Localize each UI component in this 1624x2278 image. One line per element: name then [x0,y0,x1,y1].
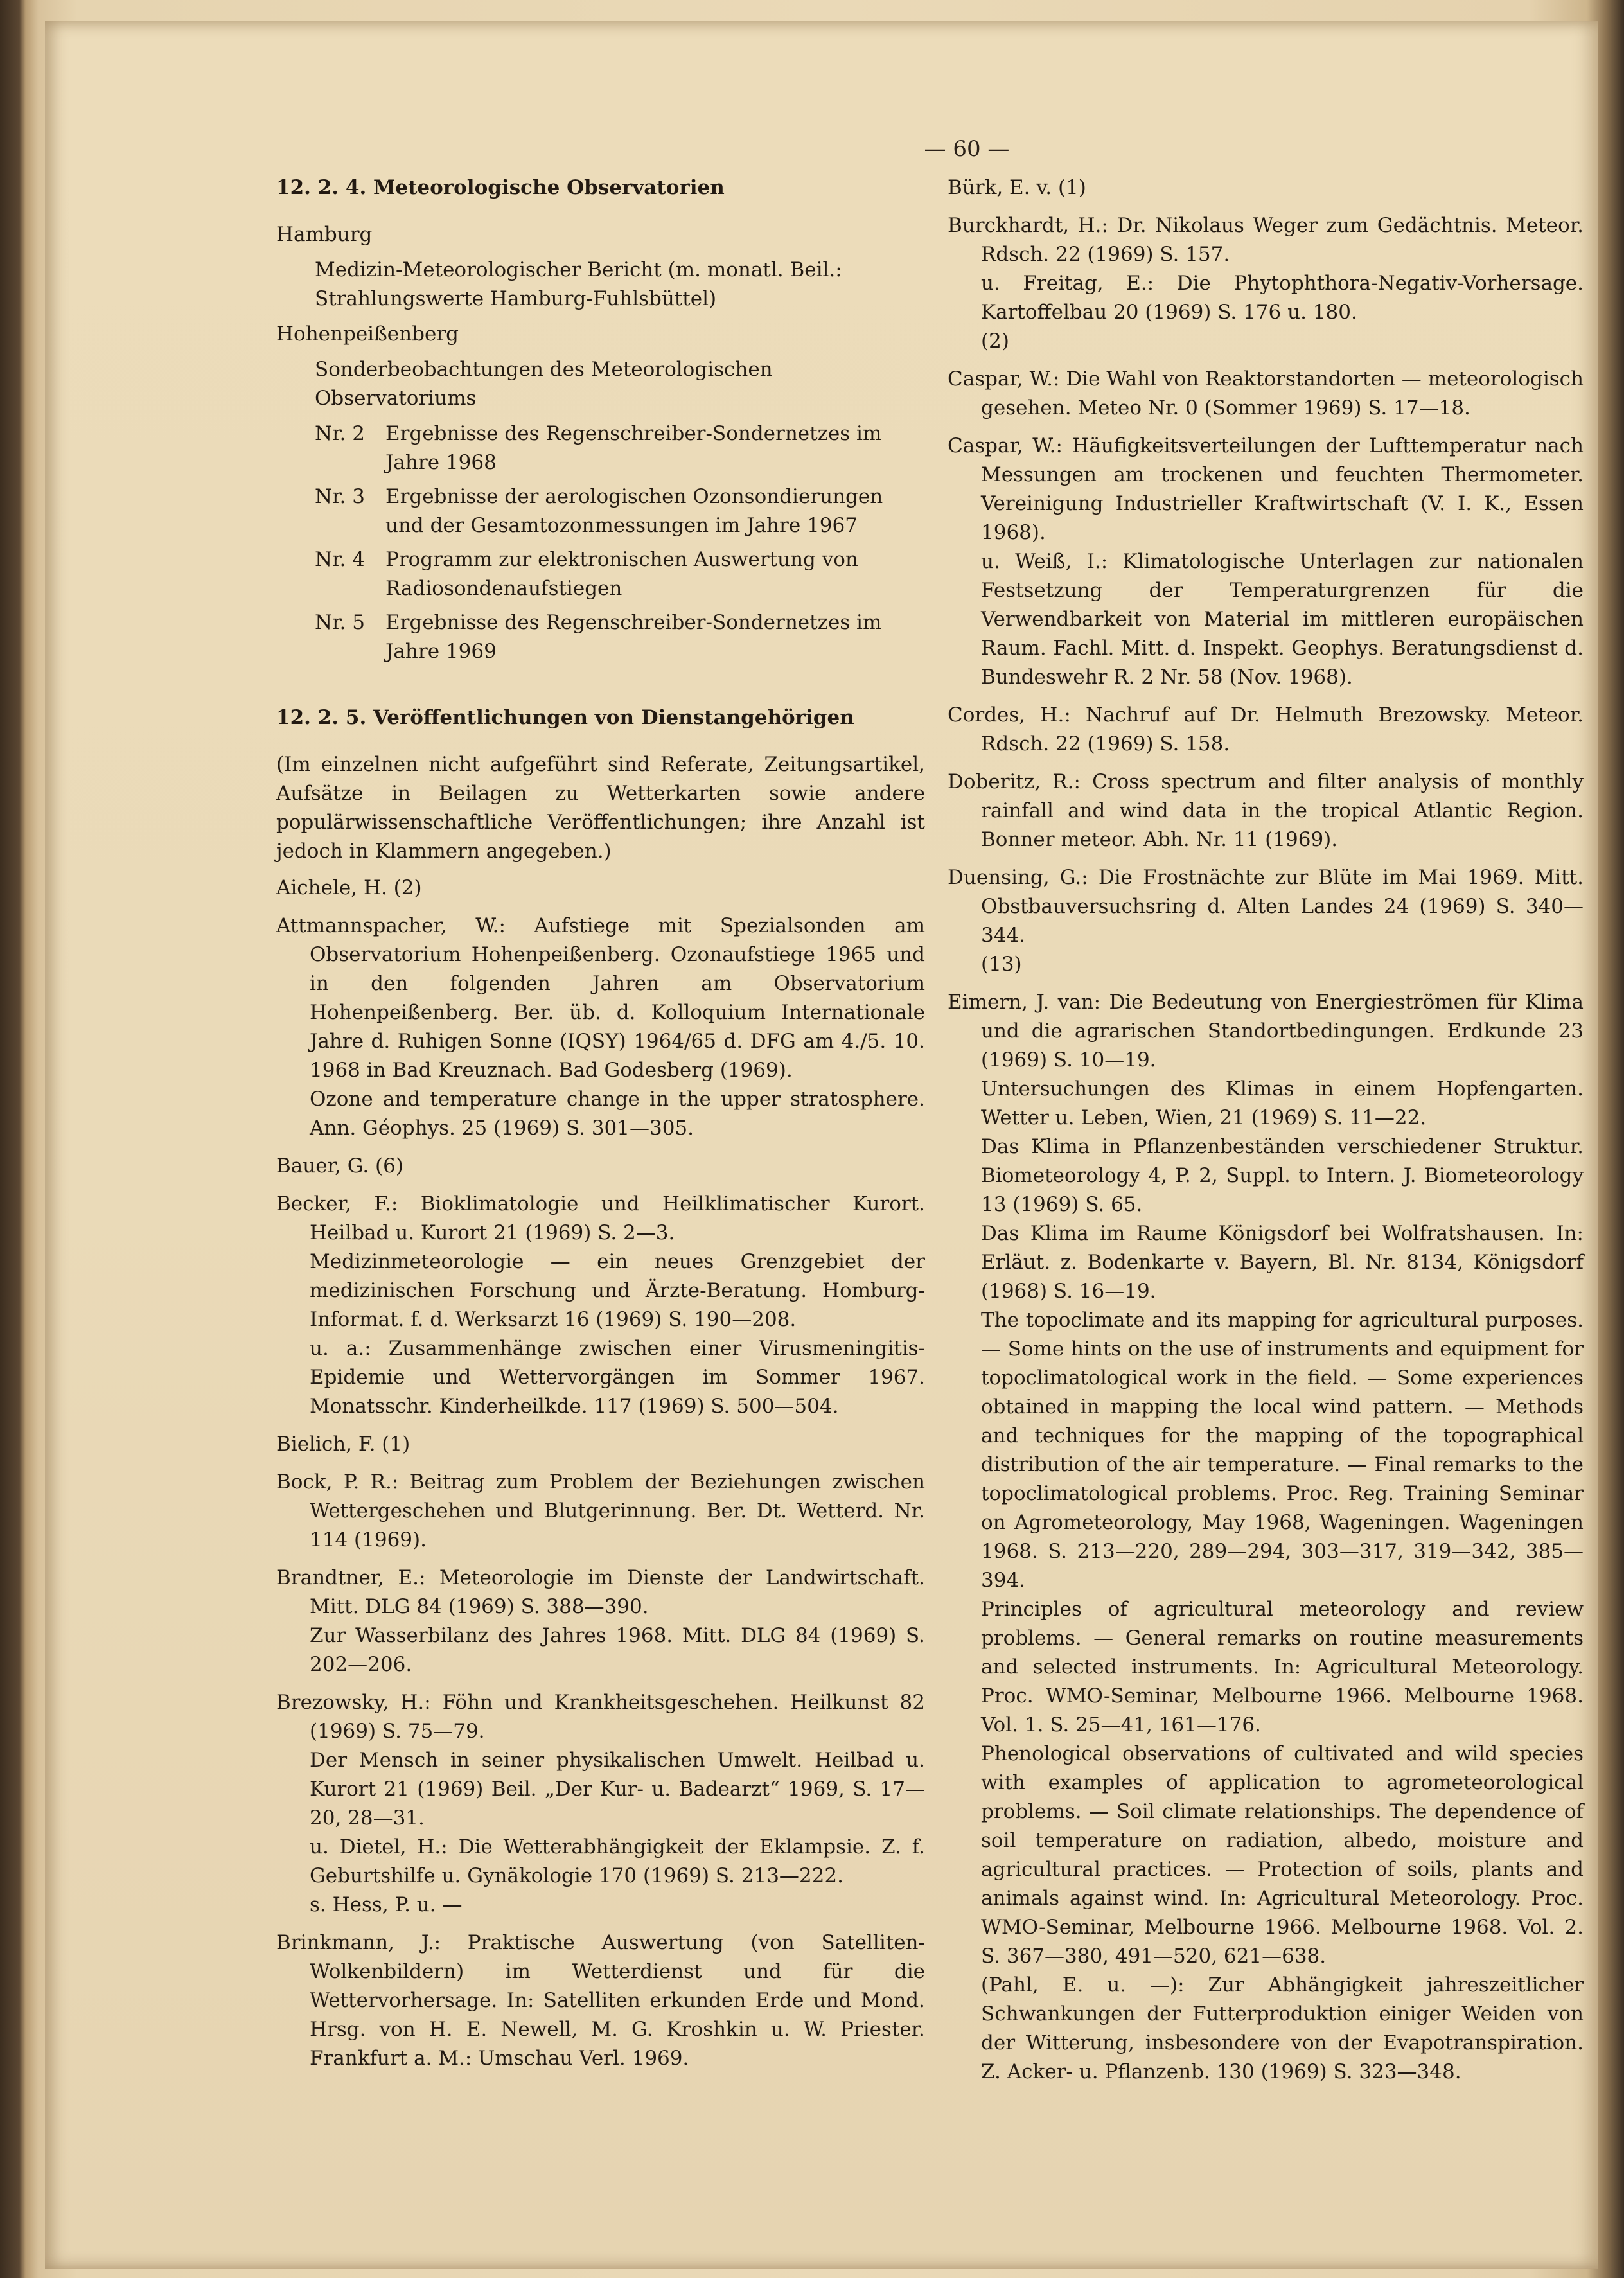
left-column [276,173,925,2082]
hamburg-publication: Medizin-Meteorologischer Bericht (m. monatl. Beil.: Strahlungswerte Hamburg-Fuhlsbüttel) [315,258,842,310]
report-number: Nr. 5 [315,611,365,634]
hohenpeissenberg-publication: Sonderbeobachtungen des Meteorologischen Observatoriums [315,358,773,410]
right-bibliography [948,173,1584,2087]
section-heading-observatorien: 12. 2. 4. Meteorologische Observatorien [276,176,725,199]
bibliography-entry [948,211,1584,356]
right-column [948,173,1584,2096]
location-hamburg: Hamburg [276,223,373,246]
entry-text: Cordes, H.: Nachruf auf Dr. Helmuth Brezowsky. Meteor. Rdsch. 22 (1969) S. 158. [948,703,1584,755]
bibliography-entry [276,1564,925,1679]
bibliography-entry [276,1152,925,1181]
bibliography-entry [948,432,1584,692]
numbered-report [315,482,925,540]
entry-continuation: The topoclimate and its mapping for agricultural purposes. — Some hints on the use of instruments and equipment for topoclimatological work in the field. — Some experiences obtained in mapping the local wind pattern. — Methods and techniques for the mapping of the topographical distribution of the air temperature. — Final remarks to the topoclimatological problems. Proc. Reg. Training Seminar on Agrometeorology, May 1968, Wageningen. Wageningen 1968. S. 213—220, 289—294, 303—317, 319—342, 385—394. [981,1309,1584,1592]
entry-continuation: (2) [981,330,1009,353]
entry-continuation: Phenological observations of cultivated and wild species with examples of application to agrometeorological problems. — Soil climate relationships. The dependence of soil temperature on radiation, albedo, moisture and agricultural practices. — Protection of soils, plants and animals against wind. In: Agricultural Meteorology. Proc. WMO-Seminar, Melbourne 1966. Melbourne 1968. Vol. 2. S. 367—380, 491—520, 621—638. [981,1742,1584,1968]
left-bibliography [276,874,925,2073]
entry-continuation: s. Hess, P. u. — [310,1893,463,1916]
report-title: Ergebnisse des Regenschreiber-Sondernetzes im Jahre 1968 [385,422,882,474]
entry-continuation: Das Klima im Raume Königsdorf bei Wolfratshausen. In: Erläut. z. Bodenkarte v. Bayern, Bl. Nr. 8134, Königsdorf (1968) S. 16—19. [981,1222,1584,1303]
bibliography-entry [276,912,925,1143]
entry-continuation: Ozone and temperature change in the upper stratosphere. Ann. Géophys. 25 (1969) S. 301—305. [310,1088,925,1140]
entry-continuation: Medizinmeteorologie — ein neues Grenzgebiet der medizinischen Forschung und Ärzte-Beratung. Homburg-Informat. f. d. Werksarzt 16 (1969) S. 190—208. [310,1250,925,1331]
entry-text: Brandtner, E.: Meteorologie im Dienste der Landwirtschaft. Mitt. DLG 84 (1969) S. 388—390. [276,1566,925,1618]
entry-continuation: u. Dietel, H.: Die Wetterabhängigkeit der Eklampsie. Z. f. Geburtshilfe u. Gynäkologie 170 (1969) S. 213—222. [310,1835,925,1887]
numbered-report [315,608,925,666]
entry-continuation: (13) [981,953,1022,976]
entry-text: Bürk, E. v. (1) [948,176,1086,199]
entry-text: Brezowsky, H.: Föhn und Krankheitsgeschehen. Heilkunst 82 (1969) S. 75—79. [276,1691,925,1743]
entry-text: Eimern, J. van: Die Bedeutung von Energieströmen für Klima und die agrarischen Standortbedingungen. Erdkunde 23 (1969) S. 10—19. [948,991,1584,1072]
entry-continuation: Der Mensch in seiner physikalischen Umwelt. Heilbad u. Kurort 21 (1969) Beil. „Der Kur- u. Badearzt“ 1969, S. 17—20, 28—31. [310,1749,925,1830]
entry-text: Attmannspacher, W.: Aufstiege mit Spezialsonden am Observatorium Hohenpeißenberg. Ozonaufstiege 1965 und in den folgenden Jahren am Observatorium Hohenpeißenberg. Ber. üb. d. Kolloquium Internationale Jahre d. Ruhigen Sonne (IQSY) 1964/65 d. DFG am 4./5. 10. 1968 in Bad Kreuznach. Bad Godesberg (1969). [276,914,925,1082]
bibliography-entry [276,874,925,903]
bibliography-entry [948,988,1584,2087]
bibliography-entry [948,365,1584,423]
numbered-report [315,545,925,603]
report-title: Ergebnisse des Regenschreiber-Sondernetzes im Jahre 1969 [385,611,882,663]
entry-continuation: Principles of agricultural meteorology and review problems. — General remarks on routine measurements and selected instruments. In: Agricultural Meteorology. Proc. WMO-Seminar, Melbourne 1966. Melbourne 1968. Vol. 1. S. 25—41, 161—176. [981,1598,1584,1736]
section-heading-veroeffentlichungen: 12. 2. 5. Veröffentlichungen von Dienstangehörigen [276,706,854,729]
location-hohenpeissenberg: Hohenpeißenberg [276,322,459,346]
entry-text: Caspar, W.: Häufigkeitsverteilungen der Lufttemperatur nach Messungen am trockenen und feuchten Thermometer. Vereinigung Industrieller Kraftwirtschaft (V. I. K., Essen 1968). [948,434,1584,544]
entry-continuation: Zur Wasserbilanz des Jahres 1968. Mitt. DLG 84 (1969) S. 202—206. [310,1624,925,1676]
entry-text: Becker, F.: Bioklimatologie und Heilklimatischer Kurort. Heilbad u. Kurort 21 (1969) S. 2—3. [276,1192,925,1244]
entry-text: Burckhardt, H.: Dr. Nikolaus Weger zum Gedächtnis. Meteor. Rdsch. 22 (1969) S. 157. [948,214,1584,266]
entry-continuation: u. Weiß, I.: Klimatologische Unterlagen zur nationalen Festsetzung der Temperaturgrenzen für die Verwendbarkeit von Material im mittleren europäischen Raum. Fachl. Mitt. d. Inspekt. Geophys. Beratungsdienst d. Bundeswehr R. 2 Nr. 58 (Nov. 1968). [981,550,1584,689]
entry-continuation: Untersuchungen des Klimas in einem Hopfengarten. Wetter u. Leben, Wien, 21 (1969) S. 11—22. [981,1077,1584,1129]
bibliography-entry [276,1468,925,1555]
entry-text: Duensing, G.: Die Frostnächte zur Blüte im Mai 1969. Mitt. Obstbauversuchsring d. Alten Landes 24 (1969) S. 340—344. [948,866,1584,947]
bibliography-entry [276,1190,925,1421]
report-number: Nr. 4 [315,548,365,571]
report-number: Nr. 3 [315,485,365,508]
bibliography-entry [948,173,1584,202]
page-number: — 60 — [924,136,1010,162]
bibliography-entry [948,768,1584,854]
entry-text: Caspar, W.: Die Wahl von Reaktorstandorten — meteorologisch gesehen. Meteo Nr. 0 (Sommer 1969) S. 17—18. [948,367,1584,419]
entry-continuation: Das Klima in Pflanzenbeständen verschiedener Struktur. Biometeorology 4, P. 2, Suppl. to Intern. J. Biometeorology 13 (1969) S. 65. [981,1135,1584,1216]
report-title: Ergebnisse der aerologischen Ozonsondierungen und der Gesamtozonmessungen im Jahre 1967 [385,485,883,537]
entry-continuation: (Pahl, E. u. —): Zur Abhängigkeit jahreszeitlicher Schwankungen der Futterproduktion einiger Weiden von der Witterung, insbesondere von der Evapotranspiration. Z. Acker- u. Pflanzenb. 130 (1969) S. 323—348. [981,1973,1584,2083]
report-title: Programm zur elektronischen Auswertung von Radiosondenaufstiegen [385,548,858,600]
entry-text: Bauer, G. (6) [276,1154,403,1178]
bibliography-entry [276,1430,925,1459]
entry-continuation: u. Freitag, E.: Die Phytophthora-Negativ-Vorhersage. Kartoffelbau 20 (1969) S. 176 u. 180. [981,272,1584,324]
bibliography-entry [276,1929,925,2073]
bibliography-entry [948,701,1584,759]
entry-text: Bielich, F. (1) [276,1433,410,1456]
numbered-reports-list [276,419,925,666]
entry-text: Doberitz, R.: Cross spectrum and filter analysis of monthly rainfall and wind data in the tropical Atlantic Region. Bonner meteor. Abh. Nr. 11 (1969). [948,770,1584,851]
intro-note: (Im einzelnen nicht aufgeführt sind Referate, Zeitungsartikel, Aufsätze in Beilagen zu Wetterkarten sowie andere populärwissenschaftliche Veröffentlichungen; ihre Anzahl ist jedoch in Klammern angegeben.) [276,753,925,863]
entry-text: Brinkmann, J.: Praktische Auswertung (von Satelliten-Wolkenbildern) im Wetterdienst und für die Wettervorhersage. In: Satelliten erkunden Erde und Mond. Hrsg. von H. E. Newell, M. G. Kroshkin u. W. Priester. Frankfurt a. M.: Umschau Verl. 1969. [276,1931,925,2070]
bibliography-entry [948,863,1584,979]
report-number: Nr. 2 [315,422,365,445]
entry-continuation: u. a.: Zusammenhänge zwischen einer Virusmeningitis-Epidemie und Wettervorgängen im Sommer 1967. Monatsschr. Kinderheilkde. 117 (1969) S. 500—504. [310,1337,925,1418]
bibliography-entry [276,1688,925,1920]
entry-text: Bock, P. R.: Beitrag zum Problem der Beziehungen zwischen Wettergeschehen und Blutgerinnung. Ber. Dt. Wetterd. Nr. 114 (1969). [276,1470,925,1551]
entry-text: Aichele, H. (2) [276,876,422,899]
numbered-report [315,419,925,477]
